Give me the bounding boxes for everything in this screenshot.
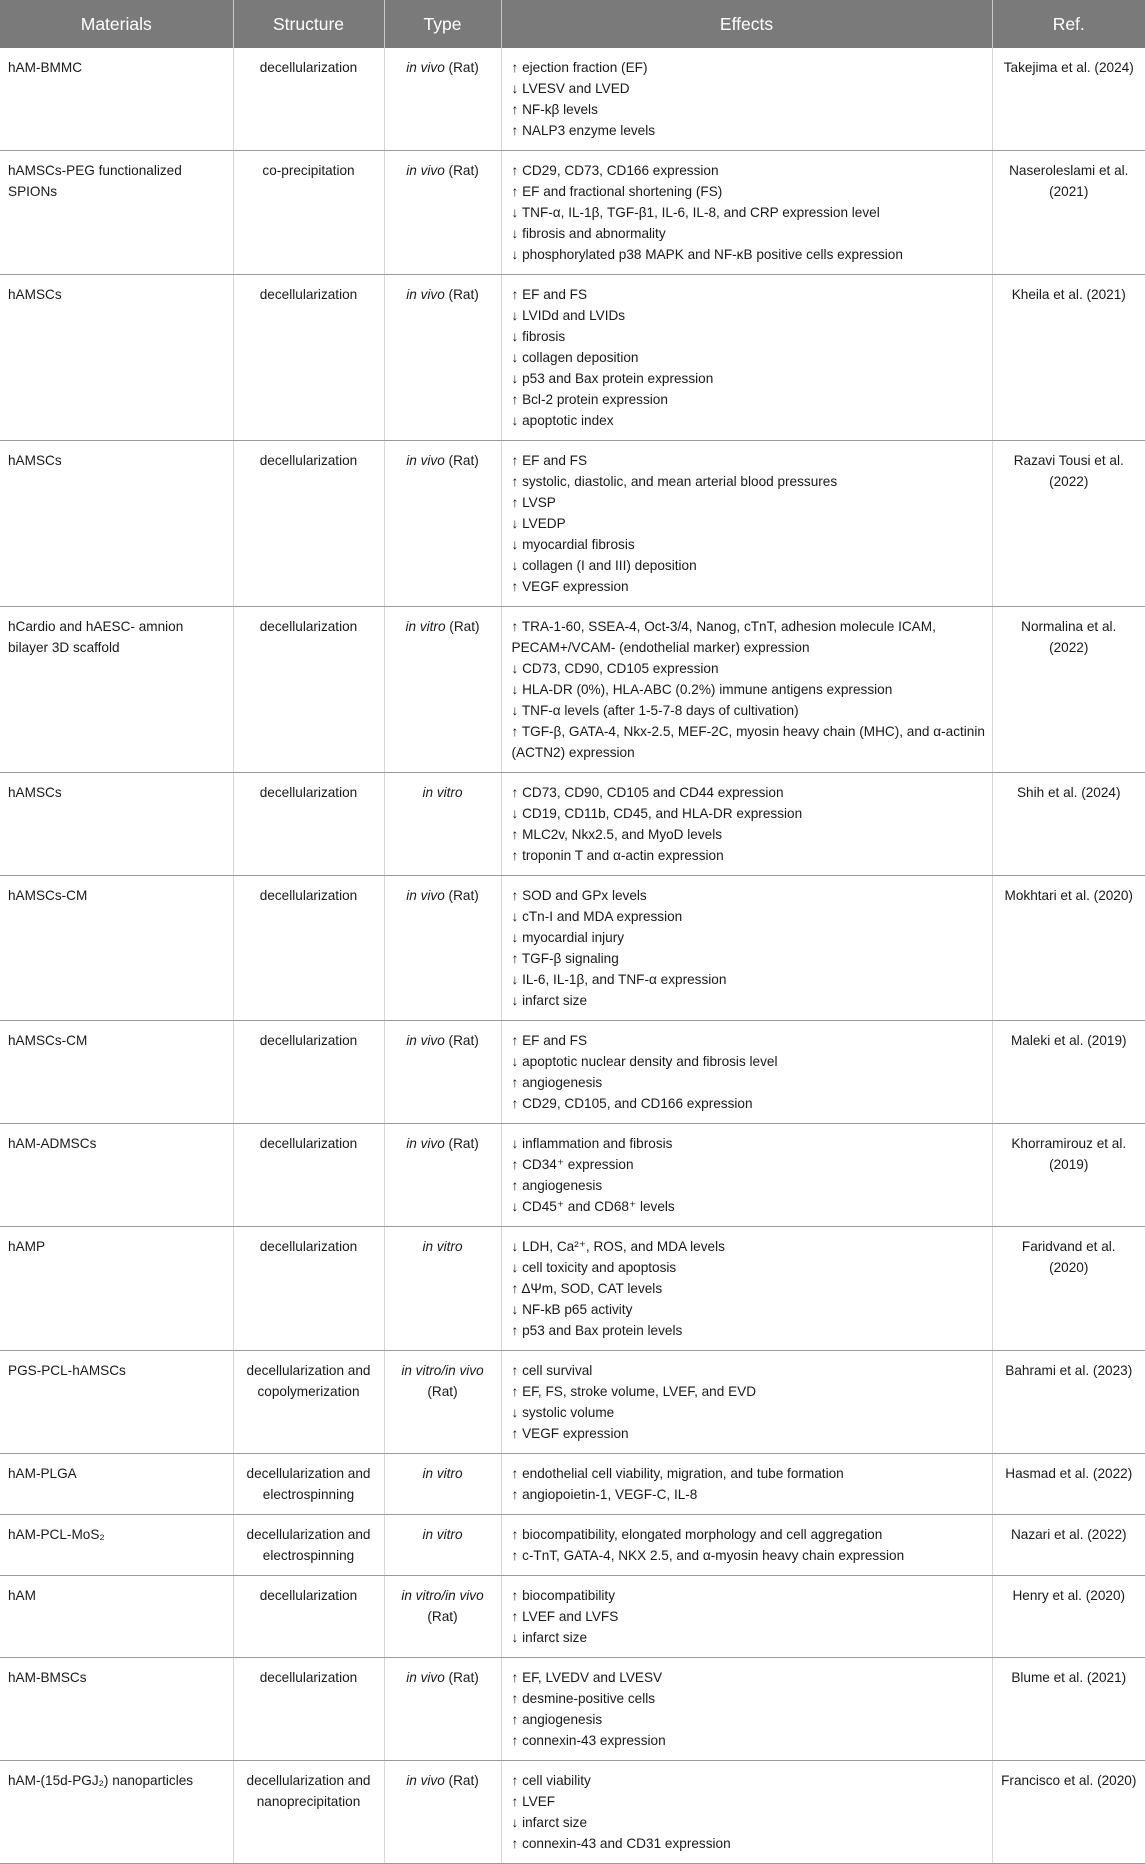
effect-line: ↑ EF and FS — [511, 453, 588, 468]
table-row — [0, 1227, 1145, 1351]
effect-line: ↓ inflammation and fibrosis — [511, 1136, 673, 1151]
effects-cell — [501, 1761, 992, 1864]
structure-cell: decellularization — [233, 1227, 384, 1351]
effect-line: ↑ angiogenesis — [511, 1075, 603, 1090]
header-materials: Materials — [0, 0, 233, 48]
type-italic: in vitro — [405, 619, 446, 634]
type-cell — [384, 1351, 501, 1454]
type-italic: in vitro/in vivo — [401, 1588, 484, 1603]
effects-cell — [501, 1351, 992, 1454]
type-rest: (Rat) — [427, 1384, 458, 1399]
effect-line: ↓ NF-kB p65 activity — [511, 1302, 633, 1317]
table-row — [0, 1124, 1145, 1227]
effect-line: ↑ endothelial cell viability, migration, and tube formation — [511, 1466, 844, 1481]
effect-line: ↑ VEGF expression — [511, 579, 629, 594]
effects-cell — [501, 1124, 992, 1227]
material-cell: hAM-BMSCs — [0, 1658, 233, 1761]
ref-cell: Razavi Tousi et al. (2022) — [992, 441, 1145, 607]
table-row — [0, 1454, 1145, 1515]
type-cell — [384, 441, 501, 607]
effect-line: ↓ fibrosis and abnormality — [511, 226, 666, 241]
ref-cell: Maleki et al. (2019) — [992, 1021, 1145, 1124]
effect-line: ↓ infarct size — [511, 1630, 588, 1645]
effect-line: ↓ cTn-I and MDA expression — [511, 909, 683, 924]
header-type: Type — [384, 0, 501, 48]
type-cell — [384, 876, 501, 1021]
type-cell — [384, 1761, 501, 1864]
effect-line: ↓ IL-6, IL-1β, and TNF-α expression — [511, 972, 727, 987]
structure-cell: decellularization — [233, 1124, 384, 1227]
effect-line: ↓ CD45⁺ and CD68⁺ levels — [511, 1199, 675, 1214]
effect-line: ↑ systolic, diastolic, and mean arterial blood pressures — [511, 474, 838, 489]
effect-line: ↓ LDH, Ca²⁺, ROS, and MDA levels — [511, 1239, 725, 1254]
material-cell: hAMSCs-CM — [0, 1021, 233, 1124]
material-cell: hAMSCs — [0, 773, 233, 876]
effect-line: ↑ connexin-43 and CD31 expression — [511, 1836, 731, 1851]
type-rest: (Rat) — [444, 1670, 479, 1685]
structure-cell: decellularization — [233, 441, 384, 607]
effect-line: ↑ connexin-43 expression — [511, 1733, 666, 1748]
effect-line: ↑ NF-kβ levels — [511, 102, 598, 117]
effects-cell — [501, 48, 992, 151]
effect-line: ↓ LVEDP — [511, 516, 566, 531]
type-cell — [384, 1658, 501, 1761]
effect-line: ↓ collagen (I and III) deposition — [511, 558, 697, 573]
structure-cell: decellularization and electrospinning — [233, 1515, 384, 1576]
type-italic: in vivo — [406, 1670, 445, 1685]
type-cell — [384, 1454, 501, 1515]
structure-cell: decellularization — [233, 275, 384, 441]
material-cell: hAM-PLGA — [0, 1454, 233, 1515]
effect-line: ↑ CD29, CD73, CD166 expression — [511, 163, 719, 178]
effect-line: ↑ CD73, CD90, CD105 and CD44 expression — [511, 785, 784, 800]
effects-cell — [501, 773, 992, 876]
material-cell: hAMSCs — [0, 441, 233, 607]
effect-line: ↑ EF and FS — [511, 287, 588, 302]
type-italic: in vitro — [422, 1527, 463, 1542]
effects-cell — [501, 607, 992, 773]
table-row — [0, 1515, 1145, 1576]
effect-line: ↑ MLC2v, Nkx2.5, and MyoD levels — [511, 827, 723, 842]
table-row — [0, 1021, 1145, 1124]
effect-line: ↓ p53 and Bax protein expression — [511, 371, 714, 386]
effect-line: ↓ infarct size — [511, 1815, 588, 1830]
type-rest: (Rat) — [444, 163, 479, 178]
material-cell: hAM-ADMSCs — [0, 1124, 233, 1227]
type-italic: in vivo — [406, 287, 445, 302]
effect-line: ↑ c-TnT, GATA-4, NKX 2.5, and α-myosin heavy chain expression — [511, 1548, 905, 1563]
effect-line: ↑ CD29, CD105, and CD166 expression — [511, 1096, 753, 1111]
type-rest: (Rat) — [427, 1609, 458, 1624]
ref-cell: Khorramirouz et al. (2019) — [992, 1124, 1145, 1227]
type-cell — [384, 607, 501, 773]
ref-cell: Shih et al. (2024) — [992, 773, 1145, 876]
effect-line: ↑ EF, LVEDV and LVESV — [511, 1670, 663, 1685]
effects-cell — [501, 1576, 992, 1658]
material-cell: hAMSCs — [0, 275, 233, 441]
type-cell — [384, 1515, 501, 1576]
structure-cell: decellularization and nanoprecipitation — [233, 1761, 384, 1864]
type-italic: in vivo — [406, 1136, 445, 1151]
effect-line: ↑ EF and fractional shortening (FS) — [511, 184, 723, 199]
type-cell — [384, 773, 501, 876]
table-row — [0, 1658, 1145, 1761]
structure-cell: co-precipitation — [233, 151, 384, 275]
ref-cell: Blume et al. (2021) — [992, 1658, 1145, 1761]
effects-cell — [501, 876, 992, 1021]
effect-line: ↓ LVESV and LVED — [511, 81, 630, 96]
effect-line: ↓ systolic volume — [511, 1405, 615, 1420]
material-cell: hAMP — [0, 1227, 233, 1351]
effect-line: ↓ apoptotic index — [511, 413, 614, 428]
type-cell — [384, 275, 501, 441]
effect-line: ↑ LVEF and LVFS — [511, 1609, 619, 1624]
effect-line: ↓ HLA-DR (0%), HLA-ABC (0.2%) immune antigens expression — [511, 682, 893, 697]
effects-cell — [501, 1021, 992, 1124]
structure-cell: decellularization — [233, 1576, 384, 1658]
effect-line: ↑ troponin T and α-actin expression — [511, 848, 724, 863]
effect-line: ↓ TNF-α levels (after 1-5-7-8 days of cultivation) — [511, 703, 799, 718]
type-rest: (Rat) — [444, 1136, 479, 1151]
ref-cell: Henry et al. (2020) — [992, 1576, 1145, 1658]
effect-line: ↑ TRA-1-60, SSEA-4, Oct-3/4, Nanog, cTnT, adhesion molecule ICAM, PECAM+/VCAM- (endothelial marker) expression — [511, 619, 936, 655]
table-row — [0, 1761, 1145, 1864]
effects-cell — [501, 1227, 992, 1351]
type-italic: in vivo — [406, 1033, 445, 1048]
material-cell: hAM — [0, 1576, 233, 1658]
table-row — [0, 441, 1145, 607]
type-rest: (Rat) — [444, 60, 479, 75]
effect-line: ↑ cell survival — [511, 1363, 593, 1378]
type-rest: (Rat) — [445, 619, 480, 634]
ref-cell: Mokhtari et al. (2020) — [992, 876, 1145, 1021]
material-cell: PGS-PCL-hAMSCs — [0, 1351, 233, 1454]
material-cell: hAM-(15d-PGJ₂) nanoparticles — [0, 1761, 233, 1864]
effect-line: ↑ LVSP — [511, 495, 556, 510]
material-cell: hCardio and hAESC- amnion bilayer 3D scaffold — [0, 607, 233, 773]
effect-line: ↓ myocardial fibrosis — [511, 537, 635, 552]
material-cell: hAM-BMMC — [0, 48, 233, 151]
type-rest: (Rat) — [444, 1773, 479, 1788]
table-row — [0, 876, 1145, 1021]
structure-cell: decellularization and electrospinning — [233, 1454, 384, 1515]
effect-line: ↑ ΔΨm, SOD, CAT levels — [511, 1281, 663, 1296]
effect-line: ↓ apoptotic nuclear density and fibrosis level — [511, 1054, 778, 1069]
structure-cell: decellularization — [233, 773, 384, 876]
effect-line: ↑ biocompatibility, elongated morphology and cell aggregation — [511, 1527, 883, 1542]
effect-line: ↑ NALP3 enzyme levels — [511, 123, 656, 138]
effects-cell — [501, 1515, 992, 1576]
type-italic: in vitro — [422, 1239, 463, 1254]
header-structure: Structure — [233, 0, 384, 48]
header-effects: Effects — [501, 0, 992, 48]
table-row — [0, 151, 1145, 275]
structure-cell: decellularization — [233, 1658, 384, 1761]
effect-line: ↑ biocompatibility — [511, 1588, 616, 1603]
table-row — [0, 48, 1145, 151]
effect-line: ↑ CD34⁺ expression — [511, 1157, 634, 1172]
effect-line: ↓ infarct size — [511, 993, 588, 1008]
table-row — [0, 1351, 1145, 1454]
effect-line: ↓ myocardial injury — [511, 930, 625, 945]
effect-line: ↑ SOD and GPx levels — [511, 888, 647, 903]
ref-cell: Hasmad et al. (2022) — [992, 1454, 1145, 1515]
effect-line: ↓ fibrosis — [511, 329, 566, 344]
ref-cell: Faridvand et al. (2020) — [992, 1227, 1145, 1351]
ref-cell: Naseroleslami et al. (2021) — [992, 151, 1145, 275]
effect-line: ↓ collagen deposition — [511, 350, 639, 365]
type-rest: (Rat) — [444, 888, 479, 903]
effect-line: ↑ EF and FS — [511, 1033, 588, 1048]
effect-line: ↑ angiogenesis — [511, 1712, 603, 1727]
header-ref: Ref. — [992, 0, 1145, 48]
header-row — [0, 0, 1145, 48]
effects-cell — [501, 1454, 992, 1515]
effect-line: ↑ angiogenesis — [511, 1178, 603, 1193]
table-row — [0, 1576, 1145, 1658]
effects-cell — [501, 151, 992, 275]
ref-cell: Francisco et al. (2020) — [992, 1761, 1145, 1864]
effect-line: ↓ LVIDd and LVIDs — [511, 308, 626, 323]
type-cell — [384, 1227, 501, 1351]
effect-line: ↓ CD19, CD11b, CD45, and HLA-DR expression — [511, 806, 803, 821]
effect-line: ↓ CD73, CD90, CD105 expression — [511, 661, 719, 676]
effects-cell — [501, 441, 992, 607]
type-italic: in vivo — [406, 60, 445, 75]
structure-cell: decellularization — [233, 1021, 384, 1124]
material-cell: hAMSCs-CM — [0, 876, 233, 1021]
effect-line: ↑ p53 and Bax protein levels — [511, 1323, 683, 1338]
table-row — [0, 607, 1145, 773]
effect-line: ↑ desmine-positive cells — [511, 1691, 656, 1706]
material-cell: hAMSCs-PEG functionalized SPIONs — [0, 151, 233, 275]
effect-line: ↑ angiopoietin-1, VEGF-C, IL-8 — [511, 1487, 698, 1502]
effect-line: ↑ TGF-β signaling — [511, 951, 619, 966]
structure-cell: decellularization — [233, 876, 384, 1021]
structure-cell: decellularization — [233, 607, 384, 773]
type-italic: in vivo — [406, 453, 445, 468]
type-italic: in vivo — [406, 888, 445, 903]
table-row — [0, 773, 1145, 876]
table-row — [0, 275, 1145, 441]
table-header — [0, 0, 1145, 48]
type-italic: in vitro — [422, 785, 463, 800]
effect-line: ↓ TNF-α, IL-1β, TGF-β1, IL-6, IL-8, and CRP expression level — [511, 205, 880, 220]
ref-cell: Takejima et al. (2024) — [992, 48, 1145, 151]
ref-cell: Normalina et al. (2022) — [992, 607, 1145, 773]
effect-line: ↑ EF, FS, stroke volume, LVEF, and EVD — [511, 1384, 757, 1399]
type-italic: in vitro/in vivo — [401, 1363, 484, 1378]
type-cell — [384, 48, 501, 151]
ref-cell: Nazari et al. (2022) — [992, 1515, 1145, 1576]
table-body — [0, 48, 1145, 1864]
effects-cell — [501, 275, 992, 441]
structure-cell: decellularization and copolymerization — [233, 1351, 384, 1454]
ref-cell: Kheila et al. (2021) — [992, 275, 1145, 441]
effect-line: ↑ VEGF expression — [511, 1426, 629, 1441]
effect-line: ↑ Bcl-2 protein expression — [511, 392, 668, 407]
type-italic: in vitro — [422, 1466, 463, 1481]
type-italic: in vivo — [406, 1773, 445, 1788]
type-cell — [384, 1576, 501, 1658]
effect-line: ↓ cell toxicity and apoptosis — [511, 1260, 677, 1275]
type-cell — [384, 151, 501, 275]
type-rest: (Rat) — [444, 453, 479, 468]
type-rest: (Rat) — [444, 1033, 479, 1048]
effect-line: ↑ TGF-β, GATA-4, Nkx-2.5, MEF-2C, myosin heavy chain (MHC), and α-actinin (ACTN2) expression — [511, 724, 985, 760]
material-cell: hAM-PCL-MoS₂ — [0, 1515, 233, 1576]
type-rest: (Rat) — [444, 287, 479, 302]
structure-cell: decellularization — [233, 48, 384, 151]
type-cell — [384, 1124, 501, 1227]
effect-line: ↑ cell viability — [511, 1773, 591, 1788]
ref-cell: Bahrami et al. (2023) — [992, 1351, 1145, 1454]
type-cell — [384, 1021, 501, 1124]
effect-line: ↑ LVEF — [511, 1794, 556, 1809]
type-italic: in vivo — [406, 163, 445, 178]
effect-line: ↑ ejection fraction (EF) — [511, 60, 648, 75]
effect-line: ↓ phosphorylated p38 MAPK and NF-κB positive cells expression — [511, 247, 903, 262]
effects-cell — [501, 1658, 992, 1761]
